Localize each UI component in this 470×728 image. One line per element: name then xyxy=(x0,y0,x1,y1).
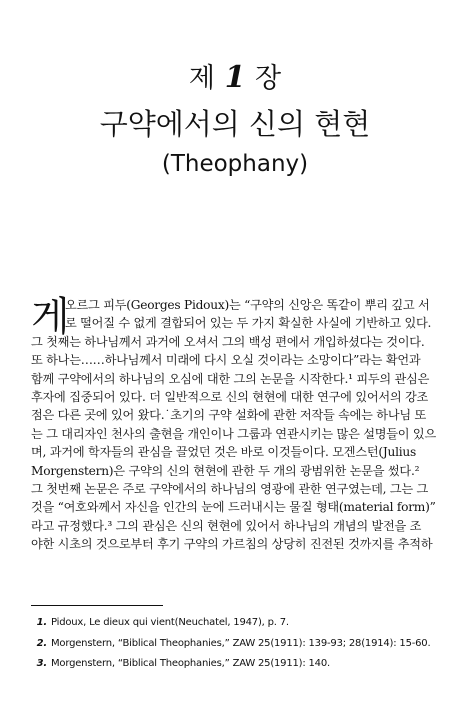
body-line: 또 하나는……하나님께서 미래에 다시 오실 것이라는 소망이다”라는 확언과 xyxy=(31,353,421,368)
footnote-item xyxy=(31,634,441,655)
body-line: 점은 다른 곳에 있어 왔다.˙초기의 구약 설화에 관한 저작들 속에는 하나님 또 xyxy=(31,408,427,423)
body-line: 는 그 대리자인 천사의 출현을 개인이나 그룹과 연관시키는 많은 설명들이 있으 xyxy=(31,426,436,441)
body-paragraph xyxy=(31,296,441,553)
body-line: 며, 과거에 학자들의 관심을 끌었던 것은 바로 이것들이다. 모겐스턴(Julius xyxy=(31,445,417,460)
footnote-text: Pidoux, Le dieux qui vient(Neuchatel, 1947), p. 7. xyxy=(51,617,289,628)
body-line: 그 첫번째 논문은 주로 구약에서의 하나님의 영광에 관한 연구였는데, 그는 그 xyxy=(31,481,429,496)
chapter-subtitle: (Theophany) xyxy=(161,151,309,177)
body-line: Morgenstern)은 구약의 신의 현현에 관한 두 개의 광범위한 논문을 썼다.² xyxy=(31,463,420,478)
body-line: 오르그 피두(Georges Pidoux)는 “구약의 신앙은 똑같이 뿌리 깊고 서 xyxy=(65,298,430,312)
footnote-number: 3. xyxy=(36,658,47,669)
footnotes xyxy=(31,613,441,675)
body-line: 함께 구약에서의 하나님의 오심에 대한 그의 논문을 시작한다.¹ 피두의 관심은 xyxy=(31,371,430,386)
body-line: 야한 시초의 것으로부터 후기 구약의 가르침의 상당히 진전된 것까지를 추적하 xyxy=(31,537,433,552)
body-line: 로 떨어질 수 없게 결합되어 있는 두 가지 확실한 사실에 기반하고 있다. xyxy=(65,316,432,331)
footnote-text: Morgenstern, “Biblical Theophanies,” ZAW 25(1911): 140. xyxy=(51,658,330,669)
body-line: 그 첫째는 하나님께서 과거에 오셔서 그의 백성 편에서 개입하셨다는 것이다. xyxy=(31,334,425,349)
body-line: 라고 규정했다.³ 그의 관심은 신의 현현에 있어서 하나님의 개념의 발전을 조 xyxy=(31,518,422,533)
chapter-prefix: 제 xyxy=(188,63,215,94)
chapter-title: 구약에서의 신의 현현 xyxy=(99,107,371,141)
footnote-number: 1. xyxy=(36,617,47,628)
footnote-item xyxy=(31,613,441,634)
chapter-suffix: 장 xyxy=(255,63,282,94)
drop-cap: 게 xyxy=(31,294,70,340)
footnote-text: Morgenstern, “Biblical Theophanies,” ZAW 25(1911): 139-93; 28(1914): 15-60. xyxy=(51,637,431,649)
footnote-item xyxy=(31,654,441,675)
footnote-divider xyxy=(31,605,163,606)
body-line: 것을 “여호와께서 자신을 인간의 눈에 드러내시는 물질 형태(material form)” xyxy=(31,500,436,515)
footnote-number: 2. xyxy=(36,637,47,649)
chapter-number: 1 xyxy=(224,60,246,95)
body-line: 후자에 집중되어 있다. 더 일반적으로 신의 현현에 대한 연구에 있어서의 강조 xyxy=(31,389,429,404)
chapter-number-heading xyxy=(0,62,470,95)
